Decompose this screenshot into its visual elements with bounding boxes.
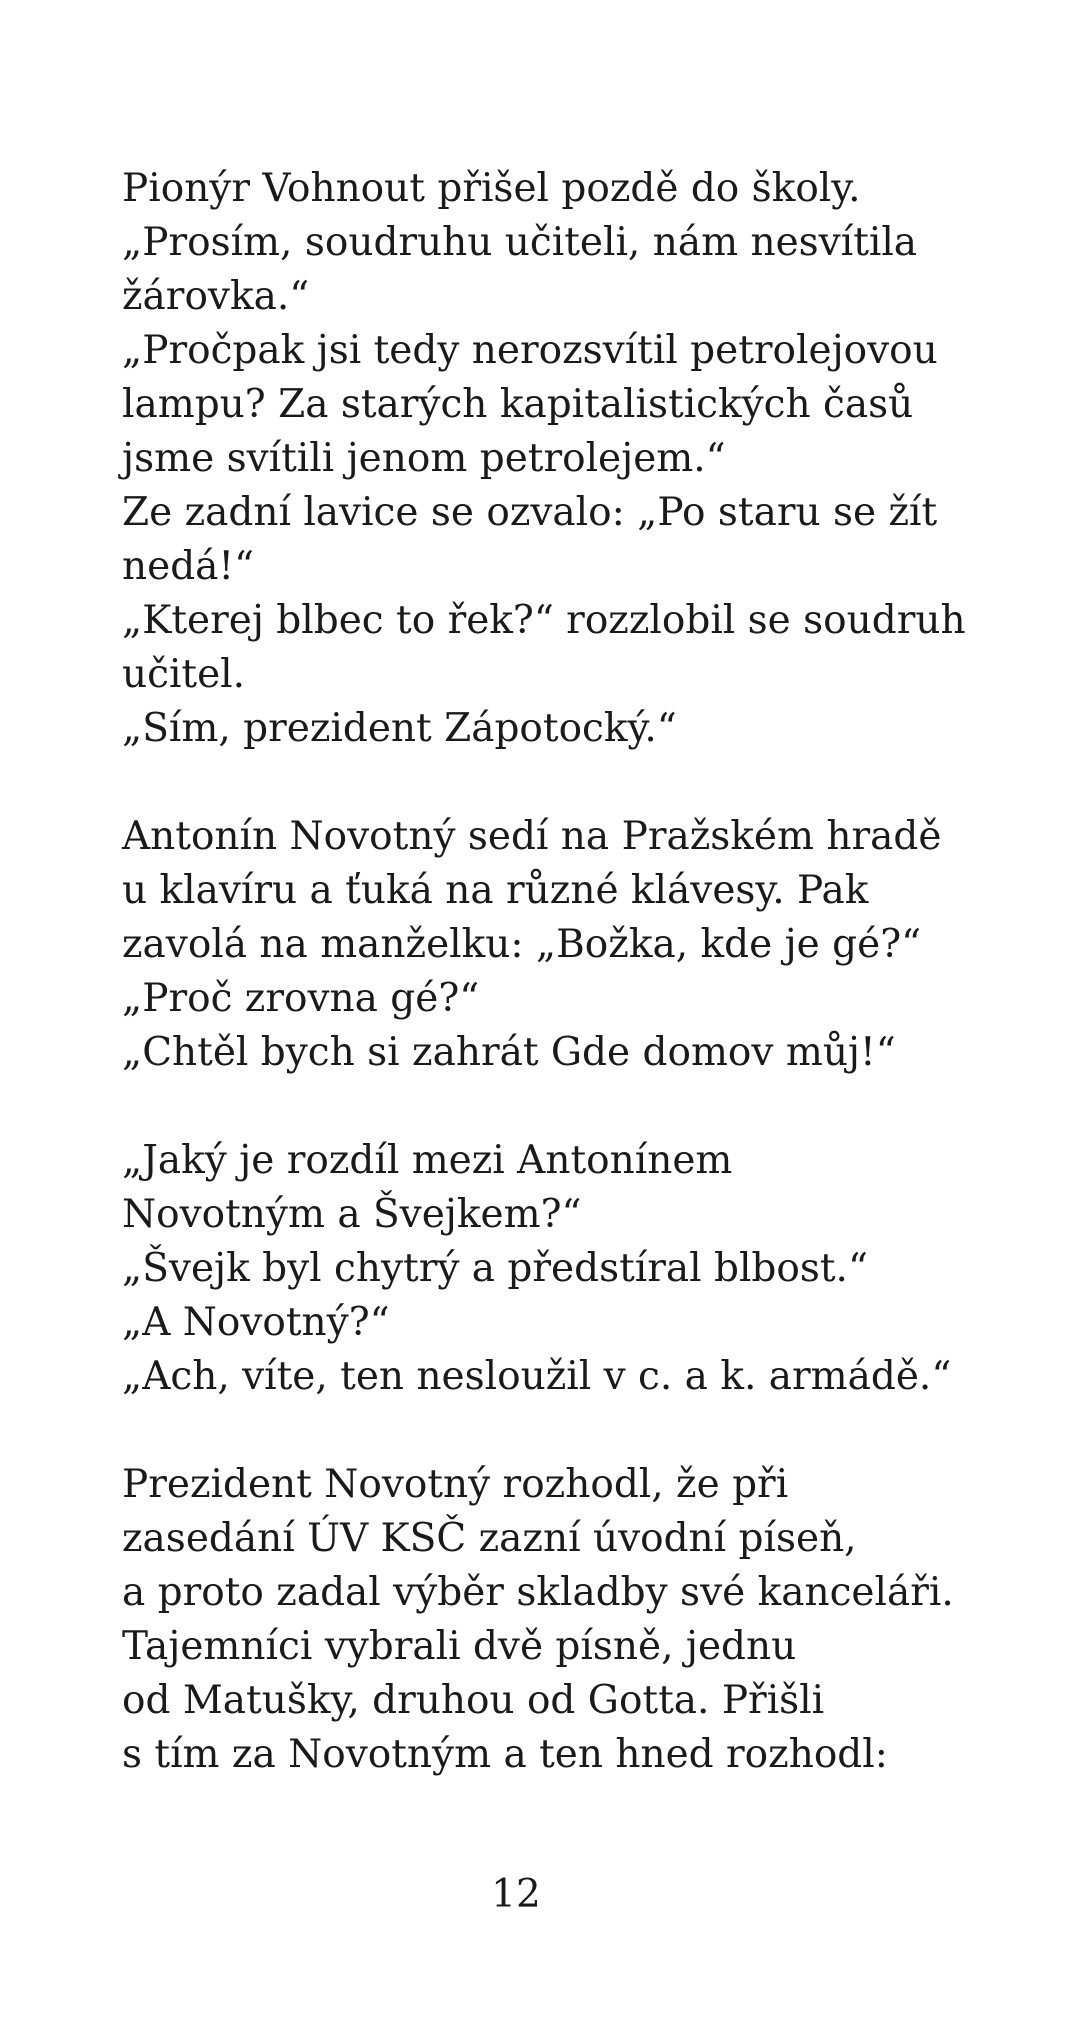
text-line: s tím za Novotným a ten hned rozhodl: [122, 1732, 888, 1777]
text-line: Tajemníci vybrali dvě písně, jednu [122, 1624, 797, 1669]
text-line: a proto zadal výběr skladby své kanceláři. [122, 1570, 954, 1615]
text-line: od Matušky, druhou od Gotta. Přišli [122, 1678, 825, 1723]
paragraph-3 [122, 1134, 1022, 1404]
body-text [122, 162, 1022, 1836]
text-line: nedá!“ [122, 544, 255, 589]
paragraph-4 [122, 1458, 1022, 1782]
text-line: „Prosím, soudruhu učiteli, nám nesvítila [122, 220, 918, 265]
text-line: „Jaký je rozdíl mezi Antonínem [122, 1138, 733, 1183]
paragraph-2 [122, 810, 1022, 1080]
text-line: lampu? Za starých kapitalistických časů [122, 382, 914, 427]
text-line: „Ach, víte, ten nesloužil v c. a k. armádě.“ [122, 1354, 952, 1399]
text-line: „Proč zrovna gé?“ [122, 976, 480, 1021]
text-line: „Chtěl bych si zahrát Gde domov můj!“ [122, 1030, 896, 1075]
text-line: Antonín Novotný sedí na Pražském hradě [122, 814, 942, 859]
text-line: jsme svítili jenom petrolejem.“ [122, 436, 726, 481]
paragraph-1 [122, 162, 1022, 756]
text-line: Novotným a Švejkem?“ [122, 1192, 582, 1237]
text-line: u klavíru a ťuká na různé klávesy. Pak [122, 868, 869, 913]
text-line: „A Novotný?“ [122, 1300, 390, 1345]
text-line: žárovka.“ [122, 274, 310, 319]
text-line: učitel. [122, 652, 246, 697]
text-line: Ze zadní lavice se ozvalo: „Po staru se žít [122, 490, 938, 535]
text-line: „Sím, prezident Zápotocký.“ [122, 706, 677, 751]
text-line: Prezident Novotný rozhodl, že při [122, 1462, 789, 1507]
text-line: „Pročpak jsi tedy nerozsvítil petrolejovou [122, 328, 938, 373]
text-line: „Kterej blbec to řek?“ rozzlobil se soudruh [122, 598, 966, 643]
page-number: 12 [491, 1872, 541, 1917]
text-line: zavolá na manželku: „Božka, kde je gé?“ [122, 922, 922, 967]
text-line: Pionýr Vohnout přišel pozdě do školy. [122, 166, 861, 211]
text-line: „Švejk byl chytrý a předstíral blbost.“ [122, 1246, 868, 1291]
text-line: zasedání ÚV KSČ zazní úvodní píseň, [122, 1516, 857, 1561]
